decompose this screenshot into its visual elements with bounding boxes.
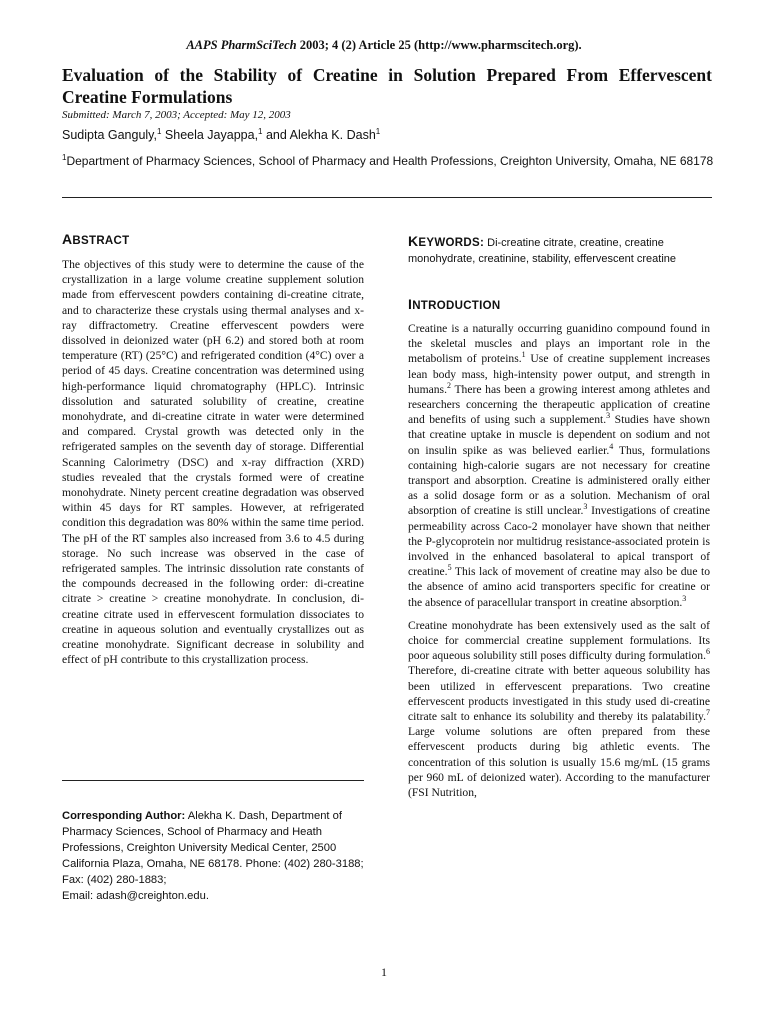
citation-ref: 3	[606, 411, 611, 421]
text-run: Large volume solutions are often prepared from these effervescent products during big athletic events. The concentration of this solution is usually 15.6 mg/mL (15 grams per 960 mL of deionized water). According to the manufacturer (FSI Nutrition,	[408, 725, 710, 800]
affiliation-marker: 1	[62, 153, 67, 162]
text-run: Thus, formulations containing high-calorie sugars are not necessary for creatine transport and absorption. Creatine is administered orally either as a solid dosage form or as a solution. Mechanism of oral absorption of creatine is still unclear.	[408, 443, 711, 518]
paper-title: Evaluation of the Stability of Creatine in Solution Prepared From Effervescent Creatine Formulations	[62, 65, 712, 107]
citation-ref: 3	[682, 593, 687, 603]
text-run: Creatine is a naturally occurring guanidino compound found in the skeletal muscles and plays an important role in the metabolism of proteins.	[408, 322, 710, 366]
citation-ref: 3	[583, 502, 588, 512]
author-3-affil: 1	[375, 126, 381, 136]
author-2-affil: 1	[258, 126, 263, 136]
author-1-affil: 1	[156, 126, 162, 136]
text-run: There has been a growing interest among athletes and researchers concerning the therapeutic application of creatine and benefits of using such a supplement.	[408, 382, 710, 427]
corresponding-author	[62, 808, 372, 904]
keywords-heading: KEYWORDS:	[408, 233, 485, 249]
citation-ref: 7	[706, 708, 710, 718]
abstract-body	[62, 257, 364, 667]
submission-dates: Submitted: March 7, 2003; Accepted: May 12, 2003	[62, 109, 291, 121]
abstract-text: The objectives of this study were to determine the cause of the crystallization in a large volume creatine supplement solution made from effervescent powders containing di-creatine citrate, and to characterize these crystals using thermal analyses and x-ray diffractometry. Creatine effervescent powders were dissolved in deionized water (pH 6.2) and stored both at room temperature (RT) (25°C) and refrigerated condition (4°C) over a period of 45 days. Creatine concentration was determined using high-performance liquid chromatography (HPLC). Intrinsic dissolution and saturated solubility of creatine, creatine monohydrate, and di-creatine citrate in water were determined and compared. Crystal growth was detected only in the refrigerated samples on the seventh day of storage. Differential Scanning Calorimetry (DSC) and x-ray diffraction (XRD) studies revealed that the crystals formed were of creatine monohydrate. Ninety percent creatine degradation was observed within 45 days for RT samples. However, at refrigerated condition this degradation was 80% within the same time period. The pH of the RT samples also increased from 3.6 to 4.5 during storage. No such increase was observed in the case of refrigerated samples. The intrinsic dissolution rate constants of the compounds decreased in the following order: di-creatine citrate > creatine > creatine monohydrate. In conclusion, di-creatine citrate used in effervescent formulation dissociates to creatine in aqueous solution and eventually crystallizes out as creatine monohydrate. Significant decrease in solubility and effect of pH contribute to this crystallization process.	[62, 258, 364, 667]
keywords-block	[408, 233, 710, 267]
citation-ref: 1	[521, 350, 526, 360]
text-run: Creatine monohydrate has been extensively used as the salt of choice for commercial creatine supplement formulations. Its poor aqueous solubility still poses difficulty during formulation.	[408, 618, 710, 663]
corresponding-label: Corresponding Author:	[62, 810, 186, 822]
citation-ref: 5	[447, 563, 452, 573]
header-divider	[62, 197, 712, 198]
corresponding-email: Email: adash@creighton.edu.	[62, 890, 209, 902]
citation-ref: 2	[446, 380, 451, 390]
introduction-heading: INTRODUCTION	[408, 296, 501, 312]
text-run: Therefore, di-creatine citrate with better aqueous solubility has been utilized in effervescent preparations. Two creatine effervescent products investigated in this study used di-creatine citrate salt to enhance its solubility and thereby its palatability.	[408, 664, 710, 724]
corresponding-details: Alekha K. Dash, Department of Pharmacy Sciences, School of Pharmacy and Heath Professions, Creighton University Medical Center, 2500 California Plaza, Omaha, NE 68178. Phone: (402) 280-3188; Fax: (402) 280-1883;	[62, 810, 364, 886]
keywords-text: Di-creatine citrate, creatine, creatine monohydrate, creatinine, stability, effervescent creatine	[408, 237, 677, 265]
author-3: and Alekha K. Dash	[262, 128, 376, 142]
text-run: Studies have shown that creatine uptake in muscle is dependent on sodium and not on insulin spike as was believed earlier.	[408, 413, 711, 457]
affiliation	[62, 153, 722, 170]
journal-header	[0, 38, 768, 53]
journal-name: AAPS PharmSciTech	[186, 38, 297, 52]
author-list	[62, 128, 380, 142]
text-run: Investigations of creatine permeability across Caco-2 monolayer have shown that neither the P-glycoprotein nor multidrug resistance-associated protein is involved in the enhanced basolateral to apical transport of creatine.	[408, 504, 710, 579]
author-1: Sudipta Ganguly,	[62, 128, 157, 142]
text-run: Use of creatine supplement increases lean body mass, high-intensity power output, and strength in humans.	[408, 352, 710, 396]
citation-ref: 4	[609, 441, 614, 451]
text-run: This lack of movement of creatine may also be due to the absence of amino acid transporters specific for creatine or the absence of paracellular transport in creatine absorption.	[408, 565, 710, 609]
page-number: 1	[381, 965, 387, 979]
introduction-paragraph-1	[408, 321, 710, 610]
citation-ref: 6	[706, 647, 710, 657]
introduction-paragraph-2	[408, 618, 710, 800]
abstract-heading: ABSTRACT	[62, 231, 130, 247]
journal-citation: 2003; 4 (2) Article 25 (http://www.pharmscitech.org).	[296, 38, 582, 52]
affiliation-text: Department of Pharmacy Sciences, School of Pharmacy and Health Professions, Creighton University, Omaha, NE 68178	[66, 154, 714, 168]
footnote-divider	[62, 780, 364, 781]
author-2: Sheela Jayappa,	[161, 128, 259, 142]
introduction-body	[408, 321, 710, 800]
